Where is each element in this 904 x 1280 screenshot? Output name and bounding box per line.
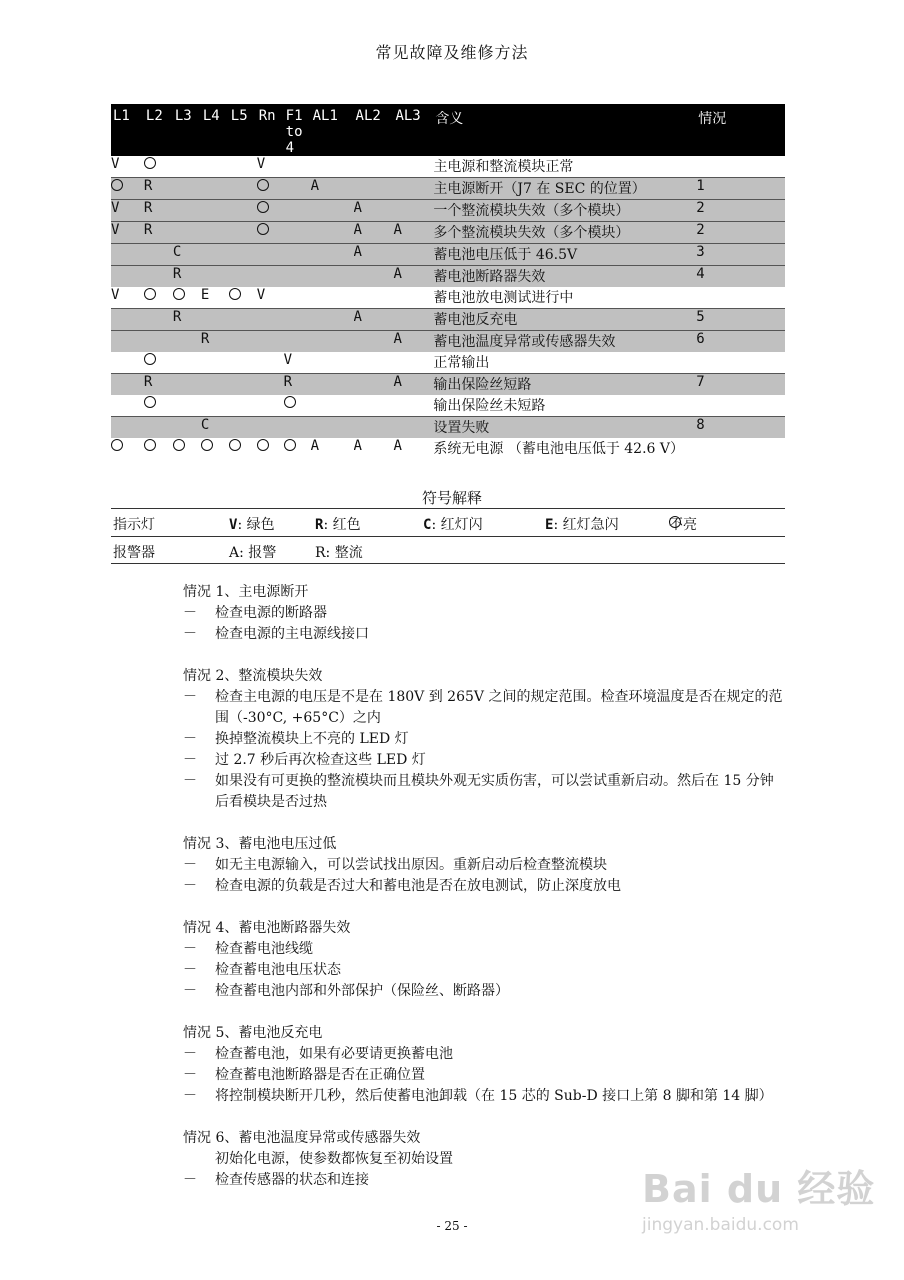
dash-marker: －	[183, 773, 197, 789]
status-cell	[284, 178, 311, 200]
legend-c: C: 红灯闪	[423, 517, 483, 533]
table-row	[111, 309, 785, 331]
status-cell	[201, 156, 229, 178]
status-cell: R	[173, 266, 201, 288]
status-cell	[393, 395, 433, 417]
status-cell	[284, 244, 311, 266]
status-cell	[257, 438, 284, 480]
status-cell	[201, 352, 229, 374]
table-row	[111, 244, 785, 266]
case-section	[183, 582, 783, 645]
dash-marker: －	[183, 1172, 197, 1188]
status-cell	[284, 438, 311, 480]
meaning-cell: 多个整流模块失效（多个模块）	[433, 222, 696, 244]
status-cell	[201, 244, 229, 266]
case-line-text: 检查蓄电池内部和外部保护（保险丝、断路器）	[215, 983, 509, 999]
meaning-cell: 蓄电池反充电	[433, 309, 696, 331]
status-cell	[144, 417, 173, 439]
status-cell: R	[284, 374, 311, 396]
status-cell	[354, 374, 394, 396]
case-cell: 8	[696, 417, 785, 439]
header-cell: L4	[201, 104, 229, 156]
header-cell: L2	[144, 104, 173, 156]
case-line-text: 初始化电源，使参数都恢复至初始设置	[215, 1151, 453, 1167]
legend-o: 不亮	[669, 517, 697, 533]
dash-marker: －	[183, 1046, 197, 1062]
ring-icon	[669, 516, 681, 528]
status-cell	[173, 287, 201, 309]
case-cell: 2	[696, 200, 785, 222]
case-line	[183, 960, 783, 981]
status-cell: R	[144, 222, 173, 244]
status-cell	[173, 222, 201, 244]
header-cell: 情况	[696, 104, 785, 156]
legend-v: V: 绿色	[229, 517, 275, 533]
status-cell	[311, 395, 354, 417]
status-cell	[229, 331, 257, 353]
status-cell	[144, 156, 173, 178]
table-row	[111, 178, 785, 200]
ring-icon	[111, 179, 123, 191]
case-section	[183, 666, 783, 813]
case-cell: 6	[696, 331, 785, 353]
case-cell: 5	[696, 309, 785, 331]
header-cell: L5	[229, 104, 257, 156]
status-cell	[311, 287, 354, 309]
case-line	[183, 1086, 783, 1107]
status-cell	[111, 438, 144, 480]
case-cell	[696, 352, 785, 374]
status-cell	[201, 438, 229, 480]
meaning-cell: 输出保险丝短路	[433, 374, 696, 396]
meaning-cell: 蓄电池温度异常或传感器失效	[433, 331, 696, 353]
status-cell: E	[200, 287, 210, 303]
status-cell	[257, 309, 284, 331]
status-cell	[173, 374, 201, 396]
status-cell	[144, 309, 173, 331]
case-section	[183, 918, 783, 1002]
status-cell	[257, 331, 284, 353]
status-cell	[201, 309, 229, 331]
status-cell: R	[144, 374, 173, 396]
status-cell	[257, 178, 284, 200]
dash-marker: －	[183, 1088, 197, 1104]
status-cell: V	[256, 156, 266, 172]
status-cell	[229, 352, 257, 374]
status-cell	[111, 331, 144, 353]
status-cell	[393, 309, 433, 331]
status-cell	[354, 417, 394, 439]
case-section	[183, 1023, 783, 1107]
ring-icon	[257, 439, 269, 451]
status-cell	[144, 438, 173, 480]
ring-icon	[111, 439, 123, 451]
case-cell: 2	[696, 222, 785, 244]
status-cell	[311, 244, 354, 266]
status-cell	[173, 156, 201, 178]
ring-icon	[229, 439, 241, 451]
header-cell: L3	[173, 104, 201, 156]
status-cell	[311, 417, 354, 439]
status-cell	[311, 266, 354, 288]
dash-marker: －	[183, 731, 197, 747]
case-line	[183, 1065, 783, 1086]
case-title: 情况 6、蓄电池温度异常或传感器失效	[183, 1130, 421, 1146]
header-cell: AL2	[354, 104, 394, 156]
status-cell	[229, 287, 257, 309]
case-cell	[696, 395, 785, 417]
status-cell	[173, 331, 201, 353]
ring-icon	[173, 288, 185, 300]
status-cell	[201, 266, 229, 288]
status-cell	[201, 374, 229, 396]
legend-label-alarm: 报警器	[113, 545, 155, 561]
status-cell: R	[144, 200, 173, 222]
status-cell: V	[111, 222, 144, 244]
status-cell	[201, 178, 229, 200]
ring-icon	[144, 157, 156, 169]
case-line	[183, 981, 783, 1002]
case-line-text: 检查主电源的电压是不是在 180V 到 265V 之间的规定范围。检查环境温度是否在规定的范围（-30°C, +65°C）之内	[215, 689, 783, 726]
status-cell	[284, 309, 311, 331]
status-cell	[284, 266, 311, 288]
status-cell	[393, 156, 433, 178]
status-cell: C	[173, 244, 201, 266]
fault-table	[111, 104, 785, 480]
status-cell	[229, 244, 257, 266]
case-line	[183, 855, 783, 876]
status-cell	[111, 178, 144, 200]
status-cell	[311, 222, 354, 244]
status-cell	[111, 417, 144, 439]
table-row	[111, 438, 785, 480]
status-cell	[144, 244, 173, 266]
case-title: 情况 4、蓄电池断路器失效	[183, 920, 351, 936]
meaning-cell: 一个整流模块失效（多个模块）	[433, 200, 696, 222]
page-title: 常见故障及维修方法	[375, 43, 529, 62]
status-cell	[257, 417, 284, 439]
status-cell: V	[256, 287, 266, 303]
ring-icon	[284, 439, 296, 451]
watermark	[642, 1158, 875, 1235]
dash-marker: －	[183, 941, 197, 957]
status-cell: A	[393, 438, 402, 454]
legend-e: E: 红灯急闪	[545, 517, 619, 533]
status-cell	[354, 178, 394, 200]
status-cell: A	[354, 222, 394, 244]
case-line	[183, 876, 783, 897]
table-row	[111, 156, 785, 178]
table-row	[111, 287, 785, 309]
dash-marker: －	[183, 857, 197, 873]
status-cell	[284, 287, 311, 309]
status-cell	[144, 352, 173, 374]
case-line	[183, 771, 783, 813]
status-cell	[311, 374, 354, 396]
status-cell	[354, 156, 394, 178]
status-cell: R	[144, 178, 173, 200]
legend-rectifier: R: 整流	[315, 545, 363, 561]
legend-label-indicator: 指示灯	[113, 517, 155, 533]
status-cell: V	[111, 200, 144, 222]
case-line	[183, 1044, 783, 1065]
status-cell	[257, 244, 284, 266]
table-row	[111, 352, 785, 374]
case-line	[183, 624, 783, 645]
status-cell: A	[310, 438, 320, 454]
status-cell	[257, 395, 284, 417]
status-cell	[173, 178, 201, 200]
case-cell: 4	[696, 266, 785, 288]
legend-row-indicator	[111, 508, 785, 535]
case-line	[183, 939, 783, 960]
dash-marker: －	[183, 689, 197, 705]
status-cell	[311, 200, 354, 222]
ring-icon	[257, 179, 269, 191]
case-cell: 7	[696, 374, 785, 396]
status-cell	[257, 266, 284, 288]
status-cell	[201, 200, 229, 222]
status-cell	[173, 352, 201, 374]
status-cell	[229, 156, 257, 178]
table-row	[111, 200, 785, 222]
status-cell: A	[393, 266, 433, 288]
status-cell	[393, 244, 433, 266]
case-list	[183, 582, 783, 1212]
table-row	[111, 374, 785, 396]
status-cell	[173, 200, 201, 222]
meaning-cell: 主电源和整流模块正常	[433, 159, 574, 175]
watermark-url: jingyan.baidu.com	[642, 1215, 799, 1235]
status-cell	[257, 352, 284, 374]
legend-row-alarm	[111, 536, 785, 564]
status-cell	[229, 309, 257, 331]
case-title: 情况 1、主电源断开	[183, 584, 309, 600]
case-line-text: 检查电源的断路器	[215, 605, 327, 621]
table-header-row	[111, 104, 785, 156]
dash-marker: －	[183, 962, 197, 978]
status-cell	[311, 156, 354, 178]
status-cell: A	[393, 222, 433, 244]
case-title: 情况 3、蓄电池电压过低	[183, 836, 337, 852]
dash-marker: －	[183, 752, 197, 768]
ring-icon	[144, 396, 156, 408]
meaning-cell: 正常输出	[433, 355, 490, 371]
ring-icon	[284, 396, 296, 408]
meaning-cell: 设置失败	[433, 417, 696, 439]
status-cell	[257, 222, 284, 244]
case-line-text: 检查电源的主电源线接口	[215, 626, 369, 642]
status-cell	[354, 352, 394, 374]
status-cell	[354, 287, 394, 309]
header-cell: Rn	[257, 104, 284, 156]
status-cell	[144, 287, 173, 309]
case-line-text: 检查电源的负载是否过大和蓄电池是否在放电测试，防止深度放电	[215, 878, 621, 894]
ring-icon	[257, 201, 269, 213]
header-cell: F1 to 4	[284, 104, 311, 156]
meaning-cell: 蓄电池放电测试进行中	[433, 290, 574, 306]
case-line-text: 检查蓄电池断路器是否在正确位置	[215, 1067, 425, 1083]
status-cell	[311, 331, 354, 353]
status-cell	[393, 287, 433, 309]
status-cell	[229, 266, 257, 288]
status-cell	[144, 266, 173, 288]
status-cell	[393, 417, 433, 439]
meaning-cell: 输出保险丝未短路	[433, 398, 546, 414]
case-line-text: 将控制模块断开几秒，然后使蓄电池卸载（在 15 芯的 Sub-D 接口上第 8 脚和第 14 脚）	[215, 1088, 773, 1104]
status-cell: V	[111, 156, 120, 172]
legend-r: R: 红色	[315, 517, 361, 533]
table-row	[111, 266, 785, 288]
dash-marker: －	[183, 605, 197, 621]
status-cell	[173, 417, 201, 439]
status-cell	[284, 395, 311, 417]
case-cell	[696, 156, 785, 178]
status-cell	[173, 438, 201, 480]
status-cell: A	[354, 200, 394, 222]
status-cell	[229, 395, 257, 417]
case-cell: 1	[696, 178, 785, 200]
status-cell	[229, 417, 257, 439]
case-line	[183, 729, 783, 750]
legend-a: A: 报警	[229, 545, 277, 561]
status-cell	[144, 395, 173, 417]
status-cell	[284, 417, 311, 439]
case-cell: 3	[696, 244, 785, 266]
case-cell	[696, 438, 785, 480]
status-cell	[284, 200, 311, 222]
status-cell: R	[173, 309, 201, 331]
status-cell: C	[201, 417, 229, 439]
case-section	[183, 834, 783, 897]
case-line	[183, 603, 783, 624]
ring-icon	[144, 439, 156, 451]
case-title: 情况 2、整流模块失效	[183, 668, 323, 684]
status-cell: V	[111, 287, 120, 303]
status-cell	[229, 374, 257, 396]
status-cell	[311, 352, 354, 374]
status-cell	[111, 266, 144, 288]
header-cell: AL3	[393, 104, 433, 156]
status-cell	[354, 395, 394, 417]
status-cell	[284, 156, 311, 178]
status-cell: A	[354, 309, 394, 331]
status-cell	[229, 178, 257, 200]
status-cell: A	[311, 178, 354, 200]
meaning-cell: 系统无电源 （蓄电池电压低于 42.6 V）	[433, 441, 685, 457]
status-cell	[229, 200, 257, 222]
status-cell	[111, 352, 144, 374]
page-number: - 25 -	[436, 1219, 468, 1233]
status-cell: A	[354, 244, 394, 266]
legend-title: 符号解释	[421, 489, 482, 507]
status-cell	[284, 331, 311, 353]
ring-icon	[257, 223, 269, 235]
ring-icon	[201, 439, 213, 451]
status-cell	[111, 395, 144, 417]
case-line-text: 过 2.7 秒后再次检查这些 LED 灯	[215, 752, 426, 768]
case-line	[183, 687, 783, 729]
header-cell: 含义	[433, 104, 696, 156]
status-cell	[144, 331, 173, 353]
status-cell	[229, 222, 257, 244]
meaning-cell: 蓄电池电压低于 46.5V	[433, 244, 696, 266]
status-cell	[311, 309, 354, 331]
status-cell	[393, 178, 433, 200]
status-cell	[201, 395, 229, 417]
ring-icon	[229, 288, 241, 300]
status-cell	[257, 374, 284, 396]
status-cell	[393, 200, 433, 222]
case-line-text: 如无主电源输入，可以尝试找出原因。重新启动后检查整流模块	[215, 857, 607, 873]
status-cell	[284, 222, 311, 244]
case-line-text: 检查蓄电池电压状态	[215, 962, 341, 978]
status-cell	[354, 266, 394, 288]
status-cell: A	[393, 331, 433, 353]
status-cell	[201, 222, 229, 244]
status-cell	[173, 395, 201, 417]
dash-marker: －	[183, 1067, 197, 1083]
status-cell	[354, 331, 394, 353]
case-line	[183, 750, 783, 771]
case-line-text: 如果没有可更换的整流模块而且模块外观无实质伤害，可以尝试重新启动。然后在 15 分钟后看模块是否过热	[215, 773, 774, 810]
status-cell: A	[353, 438, 362, 454]
case-title: 情况 5、蓄电池反充电	[183, 1025, 323, 1041]
ring-icon	[173, 439, 185, 451]
header-cell: AL1	[311, 104, 354, 156]
status-cell	[111, 244, 144, 266]
watermark-brand: Bai du 经验	[642, 1167, 876, 1211]
header-cell: L1	[111, 104, 144, 156]
table-row	[111, 417, 785, 439]
status-cell: R	[201, 331, 229, 353]
dash-marker: －	[183, 983, 197, 999]
status-cell	[257, 200, 284, 222]
status-cell	[393, 352, 433, 374]
case-line-text: 检查蓄电池，如果有必要请更换蓄电池	[215, 1046, 453, 1062]
meaning-cell: 蓄电池断路器失效	[433, 266, 696, 288]
dash-marker: －	[183, 626, 197, 642]
table-row	[111, 331, 785, 353]
ring-icon	[144, 353, 156, 365]
status-cell: V	[283, 352, 293, 368]
case-cell	[696, 287, 785, 309]
ring-icon	[144, 288, 156, 300]
meaning-cell: 主电源断开（J7 在 SEC 的位置）	[433, 178, 696, 200]
case-line-text: 换掉整流模块上不亮的 LED 灯	[215, 731, 409, 747]
status-cell	[111, 374, 144, 396]
dash-marker: －	[183, 878, 197, 894]
status-cell: A	[393, 374, 433, 396]
table-row	[111, 222, 785, 244]
status-cell	[229, 438, 257, 480]
case-line-text: 检查传感器的状态和连接	[215, 1172, 369, 1188]
status-cell	[111, 309, 144, 331]
table-row	[111, 395, 785, 417]
case-line-text: 检查蓄电池线缆	[215, 941, 313, 957]
